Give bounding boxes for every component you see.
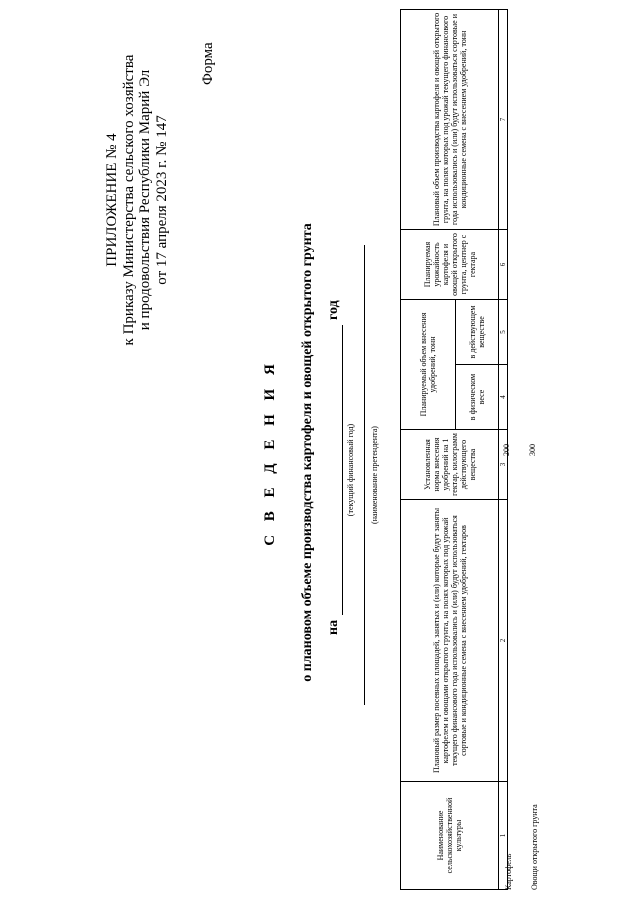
header-physical-weight: в физическом весе [456,365,499,430]
header-active-substance: в действующем веществе [456,299,499,364]
document-title: С В Е Д Е Н И Я [262,359,278,546]
column-number: 1 [499,782,508,890]
column-number: 7 [499,9,508,229]
column-number: 5 [499,299,508,364]
appendix-line-4: от 17 апреля 2023 г. № 147 [153,115,170,285]
column-number: 3 [499,430,508,500]
appendix-line-1: ПРИЛОЖЕНИЕ № 4 [104,133,120,267]
applicant-line [348,245,388,705]
header-planned-fertilizer: Планируемый объем внесения удобрений, тонн [401,299,456,429]
applicant-blank[interactable] [364,245,365,705]
appendix-line-3: и продовольствия Республики Марий Эл [137,69,153,331]
appendix-header [104,0,170,410]
crop-row-name: Овощи открытого грунта [530,804,539,890]
period-prefix: на [326,619,341,635]
document-subtitle: о плановом объеме производства картофеля и овощей открытого грунта [300,223,315,682]
crop-row-norm: 200 [502,444,511,456]
period-suffix: год [326,300,341,320]
column-number: 6 [499,229,508,299]
header-fertilizer-norm: Установленная норма внесения удобрений на 1 гектар, килограмм действующего вещества [401,430,499,500]
header-row [401,9,456,889]
applicant-hint: (наименование претендента) [370,426,379,524]
period-hint: (текущий финансовый год) [346,423,355,517]
header-planned-production: Плановый объем производства картофеля и овощей открытого грунта, на полях которых под урожай текущего финансового года использовались и (или) будут использоваться сортовые и кондиционные семена с внесением удобрений, тонн [401,9,499,229]
header-planned-yield: Планируемая урожайность картофеля и овощей открытого грунта, центнер с гектара [401,229,499,299]
column-number: 2 [499,500,508,782]
crop-row-name: Картофель [504,853,513,890]
form-label: Форма [200,42,216,85]
crop-row-norm: 300 [528,444,537,456]
header-crop-name: Наименование сельскохозяйственной культуры [401,782,499,890]
period-blank[interactable] [342,325,343,615]
header-sown-area: Плановый размер посевных площадей, занятых и (или) которые будут заняты картофелем и овощами открытого грунта, на полях которых под урожай текущего финансового года использовались и (или) будут использоваться сортовые и кондиционные семена с внесением удобрений, гектаров [401,500,499,782]
column-number: 4 [499,365,508,430]
appendix-line-2: к Приказу Министерства сельского хозяйства [120,54,137,346]
data-table [400,9,508,890]
